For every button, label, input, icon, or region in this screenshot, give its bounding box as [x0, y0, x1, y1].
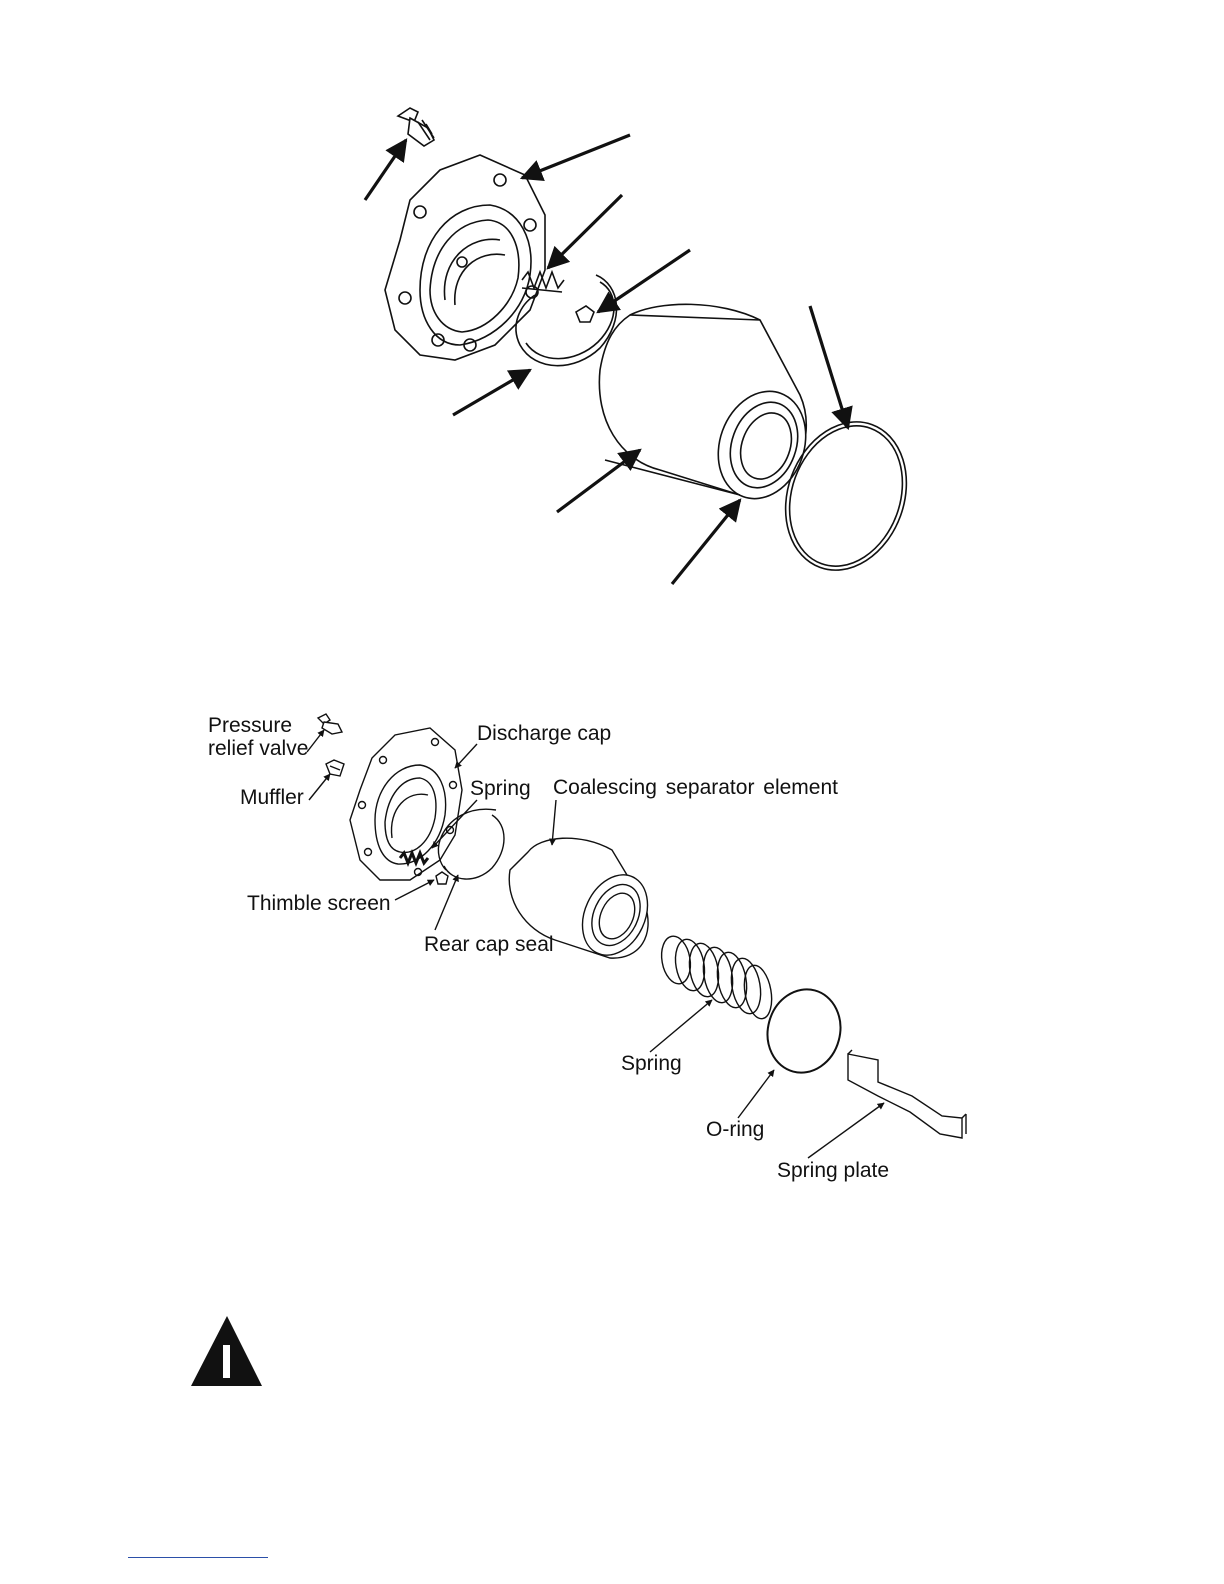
label-muffler: Muffler	[240, 786, 304, 809]
top-thimble-screen	[576, 306, 594, 322]
top-pressure-relief-valve	[398, 108, 434, 146]
footer-rule	[128, 1557, 268, 1558]
bottom-muffler	[326, 760, 344, 776]
top-coalescing-element	[599, 304, 820, 511]
warning-triangle-icon	[191, 1316, 262, 1386]
label-coalescing-separator-element: Coalescing separator element	[553, 776, 838, 799]
label-rear-cap-seal: Rear cap seal	[424, 933, 554, 956]
label-spring-lower: Spring	[621, 1052, 682, 1075]
top-exploded-view	[385, 108, 926, 587]
bottom-thimble-screen	[436, 872, 448, 884]
bottom-pressure-relief-valve	[318, 714, 342, 734]
label-spring-plate: Spring plate	[777, 1159, 890, 1182]
bottom-spring-large	[658, 934, 775, 1021]
bottom-spring-plate	[848, 1050, 966, 1138]
top-discharge-cap	[385, 155, 545, 360]
label-thimble-screen: Thimble screen	[247, 892, 391, 915]
label-discharge-cap: Discharge cap	[477, 722, 612, 745]
label-o-ring: O-ring	[706, 1118, 765, 1141]
label-pressure-relief-valve: Pressure relief valve	[208, 714, 309, 760]
label-spring-upper: Spring	[470, 777, 531, 800]
